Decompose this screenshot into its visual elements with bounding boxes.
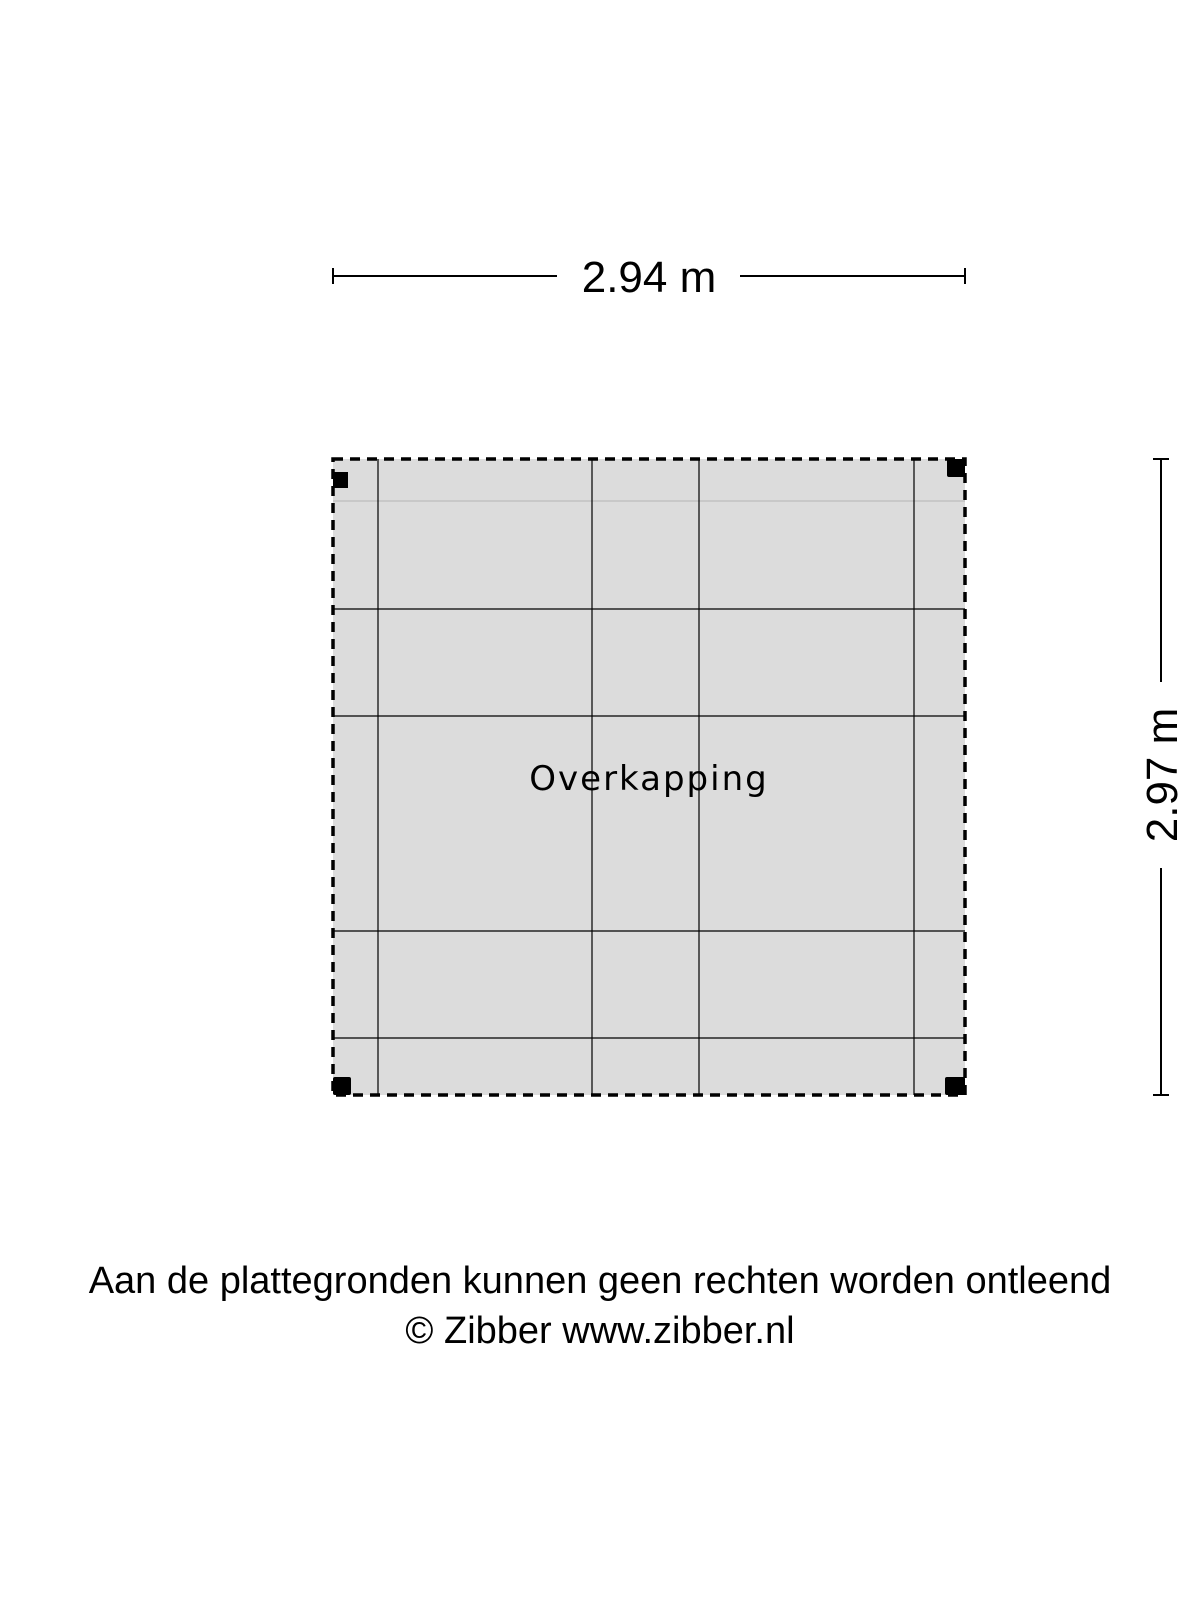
post-top-left [333, 472, 348, 488]
post-bottom-right [945, 1077, 965, 1095]
room-label: Overkapping [529, 759, 769, 799]
height-dimension-label: 2.97 m [1138, 707, 1187, 843]
room-overkapping [333, 459, 965, 1095]
post-bottom-left [333, 1077, 351, 1095]
width-dimension-label: 2.94 m [581, 253, 717, 302]
post-top-right [947, 459, 965, 477]
disclaimer-text: Aan de plattegronden kunnen geen rechten worden ontleend [88, 1260, 1112, 1302]
copyright-text: © Zibber www.zibber.nl [405, 1310, 795, 1352]
width-dimension [333, 253, 965, 302]
height-dimension [1138, 459, 1187, 1095]
